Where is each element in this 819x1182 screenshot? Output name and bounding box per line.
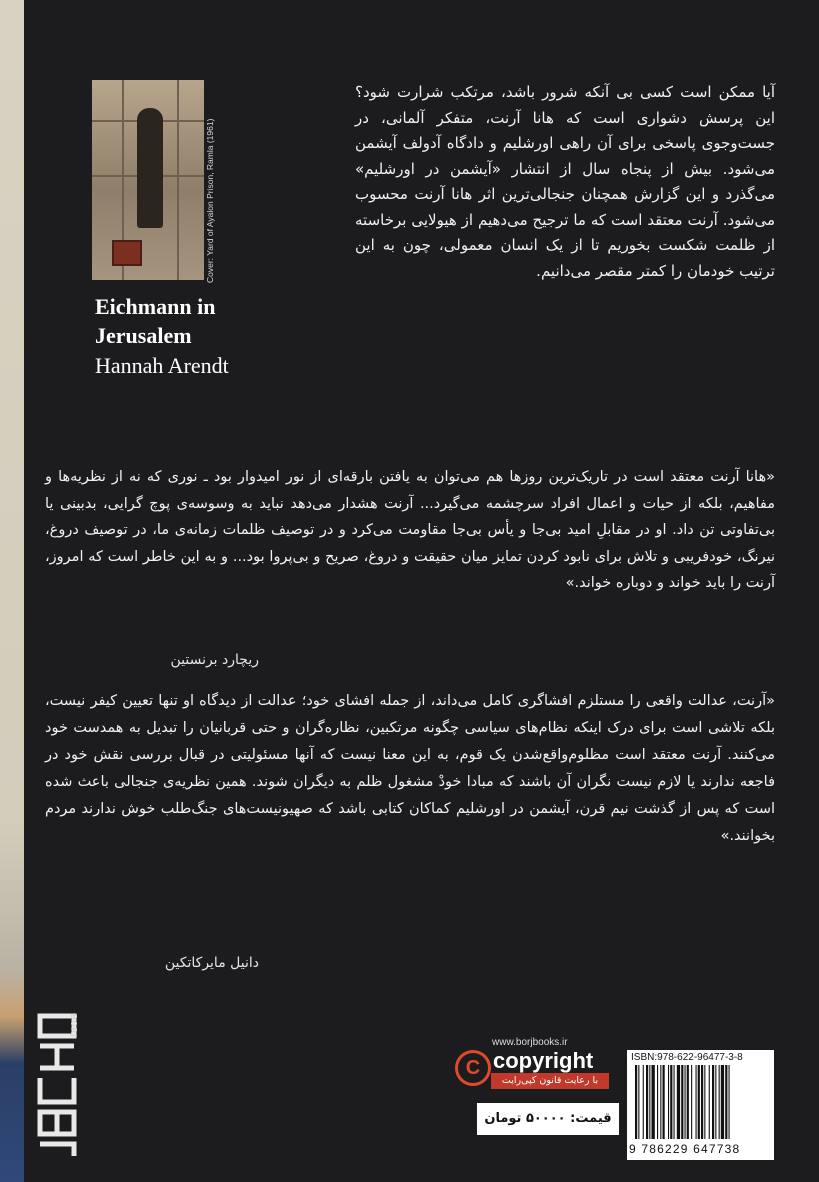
barcode-bar — [721, 1065, 724, 1139]
author-name-english: Hannah Arendt — [95, 353, 229, 378]
barcode-bar — [691, 1065, 692, 1139]
barcode-bar — [701, 1065, 703, 1139]
barcode-bar — [685, 1065, 686, 1139]
barcode-bar — [649, 1065, 650, 1139]
barcode-bar — [712, 1065, 714, 1139]
barcode-bar — [638, 1065, 639, 1139]
barcode-bar — [670, 1065, 672, 1139]
barcode-bar — [729, 1065, 730, 1139]
cover-caption: Cover: Yard of Ayalon Prison, Ramla (1961) — [205, 118, 215, 283]
barcode-bar — [663, 1065, 665, 1139]
barcode-bar — [719, 1065, 720, 1139]
barcode-bar — [668, 1065, 669, 1139]
chair — [112, 240, 142, 266]
title-line-1: Eichmann in — [95, 294, 216, 319]
quote-bernstein: «هانا آرنت معتقد است در تاریک‌ترین روزها هم می‌توان به یافتن بارقه‌ای از نور امیدوار بود ـ نوری که نه از نظریه‌ها و مفاهیم، بلکه از حیات و اعمال افراد سرچشمه می‌گیرد... آرنت هشدار می‌دهد نباید به وسوسه‌ی پوچ گرایی، بدبینی یا بی‌تفاوتی تن داد. او در مقابلِ امید بی‌جا و یأس بی‌جا مقاومت می‌کرد و در توصیف ظلمات زمانه‌ی ما، در توصیف دروغ، نیرنگ، خودفریبی و تلاش برای نابود کردن تمایز میان حقیقت و دروغ، صریح و بی‌پروا بود... و به این خاطر است که امروز، آرنت را باید خواند و دوباره خواند.» — [45, 469, 775, 591]
barcode-icon — [633, 1065, 768, 1141]
quote-kotkin: «آرنت، عدالت واقعی را مستلزم افشاگری کامل می‌داند، از جمله افشای خود؛ عدالت از دیدگاه او تنها تعیین کیفر نیست، بلکه تلاشی است برای درک اینکه نظام‌های سیاسی چگونه مرتکبین، نظاره‌گران و حتی قربانیان را تبدیل به همدست خود می‌کنند. آرنت معتقد است مظلوم‌واقع‌شدن یک قوم، به این معنا نیست که آنها مسئولیتی در قبال بررسی نقش خود در فاجعه ندارند یا لازم نیست نگران آن باشند که مبادا خودْ مشغول ظلم به دیگران شوند. همین نظریه‌ی جنجالی باعث شده است که پس از گذشت نیم قرن، آیشمن در اورشلیم کماکان کتابی باشد که صهیونیست‌های جنگ‌طلب خوش ندارند مردم بخوانند.» — [45, 693, 775, 844]
man-figure — [137, 108, 163, 228]
barcode-bar — [657, 1065, 658, 1139]
barcode-bar — [709, 1065, 710, 1139]
barcode-bar — [635, 1065, 637, 1139]
copyright-badge — [455, 1048, 615, 1094]
copyright-word: copyright — [493, 1048, 594, 1073]
barcode-bar — [715, 1065, 716, 1139]
barcode-bar — [652, 1065, 655, 1139]
barcode-bar — [643, 1065, 644, 1139]
barcode-bar — [646, 1065, 648, 1139]
quote-attribution: ریچارد برنستین — [170, 652, 259, 668]
barcode-bar — [698, 1065, 700, 1139]
isbn-text: ISBN:978-622-96477-3-8 — [631, 1052, 743, 1063]
barcode-bar — [660, 1065, 661, 1139]
title-line-2: Jerusalem — [95, 323, 192, 348]
publisher-logo-text: BORJ — [69, 1014, 78, 1038]
intro-paragraph: آیا ممکن است کسی بی آنکه شرور باشد، مرتکب شرارت شود؟ این پرسش دشواری است که هانا آرنت، متفکر آلمانی، در جست‌وجوی پاسخی برای آن راهی اورشلیم و دادگاه آدولف آیشمن می‌شود. بیش از پنجاه سال از انتشار «آیشمن در اورشلیم» می‌گذرد و این گزارش همچنان جنجالی‌ترین اثر هانا آرنت محسوب می‌شود. آرنت معتقد است که ما ترجیح می‌دهیم از هیولایی برخاسته از ظلمت شکست بخوریم تا از یک انسان معمولی، چون به این ترتیب خودمان را کمتر مقصر می‌دانیم. — [355, 83, 775, 280]
quote-attribution: دانیل مایرکاتکین — [164, 955, 259, 971]
barcode-box — [627, 1050, 774, 1160]
barcode-bar — [677, 1065, 680, 1139]
barcode-bar — [704, 1065, 705, 1139]
cover-thumbnail-image — [92, 80, 204, 280]
spine-strip — [0, 0, 24, 1182]
barcode-number: 9 786229 647738 — [629, 1142, 741, 1156]
publisher-website: www.borjbooks.ir — [492, 1037, 568, 1048]
barcode-bar — [674, 1065, 675, 1139]
barcode-bar — [725, 1065, 727, 1139]
barcode-bar — [696, 1065, 697, 1139]
barcode-bar — [681, 1065, 683, 1139]
copyright-notice: با رعایت قانون کپی‌رایت — [491, 1073, 609, 1089]
book-title-english — [95, 292, 295, 350]
copyright-icon: C — [455, 1050, 491, 1086]
price-label: قیمت: ۵۰۰۰۰ تومان — [477, 1103, 619, 1135]
barcode-bar — [687, 1065, 689, 1139]
